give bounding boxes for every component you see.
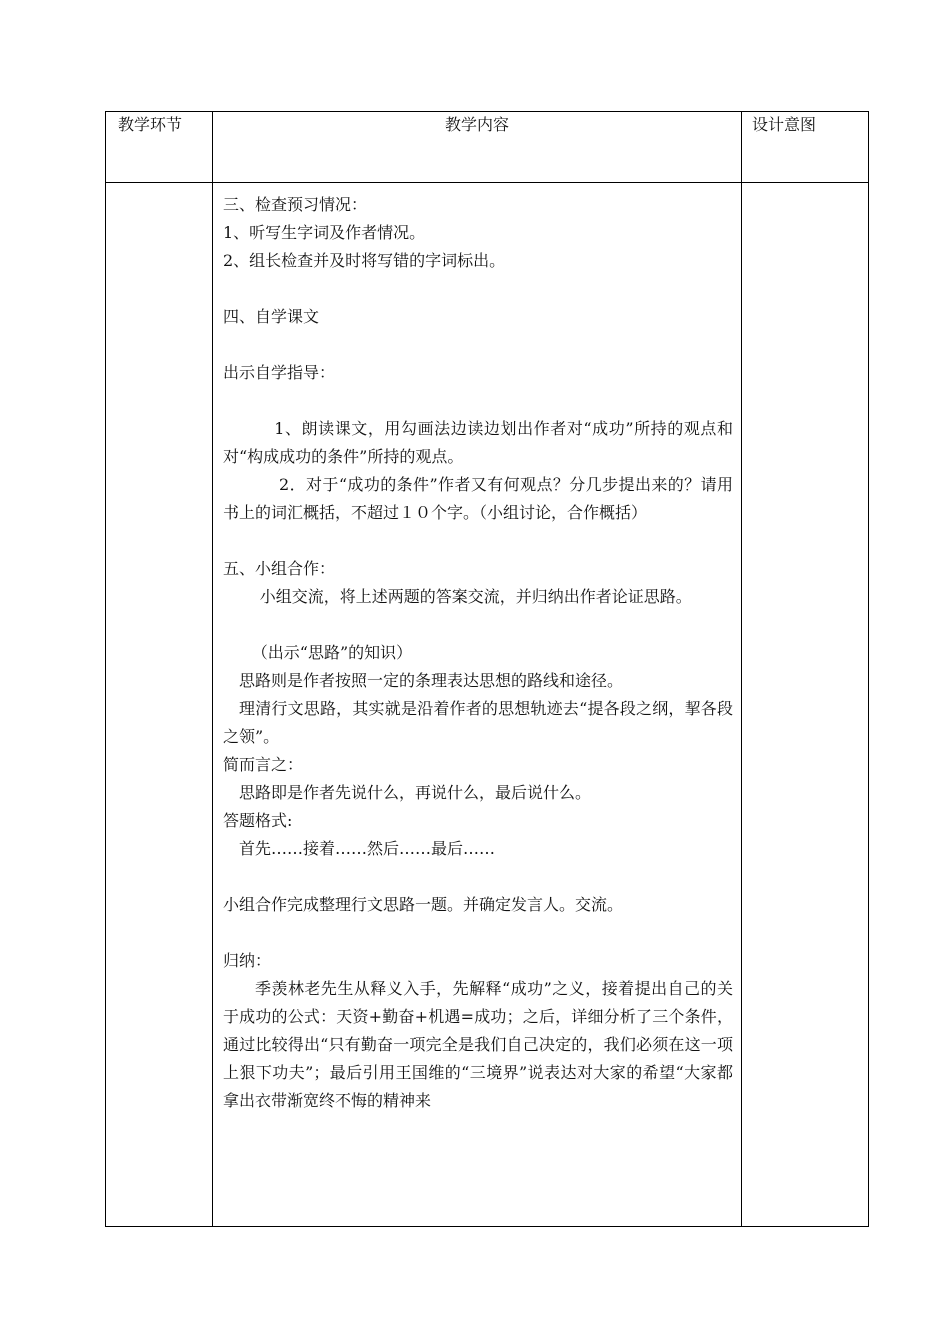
- section-5-title: 五、小组合作：: [223, 559, 336, 578]
- group-task: 小组合作完成整理行文思路一题。并确定发言人。交流。: [223, 895, 624, 914]
- lesson-plan-table: [105, 111, 869, 1227]
- knowledge-title: （出示“思路”的知识）: [251, 643, 413, 662]
- guide-item-1: 1、朗读课文，用勾画法边读边划出作者对“成功”所持的观点和对“构成成功的条件”所持的观点。: [223, 419, 733, 466]
- body-row: [106, 183, 869, 1227]
- guide-item-2: 2．对于“成功的条件”作者又有何观点？分几步提出来的？请用书上的词汇概括，不超过１０个字。（小组讨论，合作概括）: [223, 475, 733, 522]
- header-content: 教学内容: [213, 112, 742, 183]
- intent-cell: [742, 183, 869, 1227]
- section-4-title: 四、自学课文: [223, 307, 320, 326]
- brief-text: 思路即是作者先说什么，再说什么，最后说什么。: [239, 783, 592, 802]
- knowledge-line-1: 思路则是作者按照一定的条理表达思想的路线和途径。: [239, 671, 624, 690]
- format-title: 答题格式:: [223, 811, 293, 830]
- section-3-item-1: 1、听写生字词及作者情况。: [223, 223, 426, 242]
- header-row: [106, 112, 869, 183]
- section-5-text: 小组交流，将上述两题的答案交流，并归纳出作者论证思路。: [259, 587, 692, 606]
- brief-title: 简而言之：: [223, 755, 304, 774]
- section-3-title: 三、检查预习情况：: [223, 195, 368, 214]
- guide-title: 出示自学指导：: [223, 363, 336, 382]
- header-intent: 设计意图: [742, 112, 869, 183]
- content-text: [213, 183, 741, 1115]
- section-3-item-2: 2、组长检查并及时将写错的字词标出。: [223, 251, 506, 270]
- format-text: 首先……接着……然后……最后……: [239, 839, 496, 858]
- summary-text: 季羡林老先生从释义入手，先解释“成功”之义，接着提出自己的关于成功的公式：天资+勤奋+机遇=成功；之后，详细分析了三个条件，通过比较得出“只有勤奋一项完全是我们自己决定的，我们必须在这一项上狠下功夫”；最后引用王国维的“三境界”说表达对大家的希望“大家都拿出衣带渐宽终不悔的精神来: [223, 979, 733, 1110]
- header-stage: 教学环节: [106, 112, 213, 183]
- content-cell: [213, 183, 742, 1227]
- summary-title: 归纳：: [223, 951, 272, 970]
- stage-cell: [106, 183, 213, 1227]
- knowledge-line-2: 理清行文思路，其实就是沿着作者的思想轨迹去“提各段之纲，挈各段之领”。: [223, 699, 733, 746]
